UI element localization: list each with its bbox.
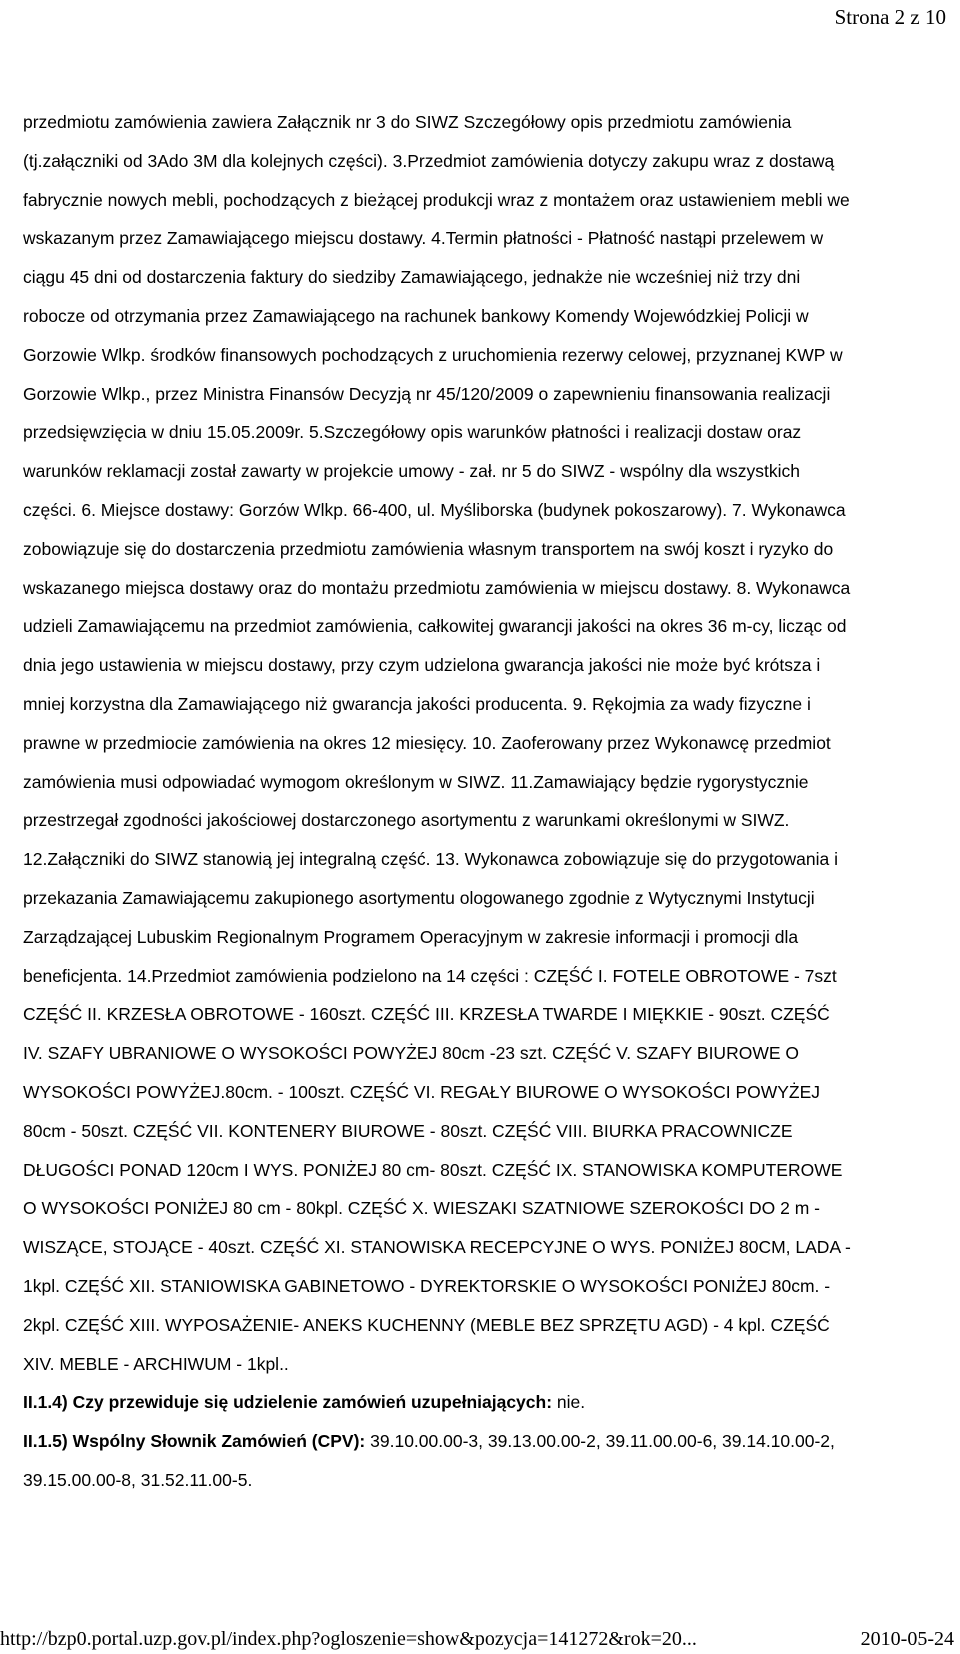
section-value: nie. (552, 1392, 586, 1413)
text-line: części. 6. Miejsce dostawy: Gorzów Wlkp. 66-400, ul. Myśliborska (budynek pokoszarowy). 7. Wykonawca (23, 499, 846, 520)
text-line: 1kpl. CZĘŚĆ XII. STANIOWISKA GABINETOWO - DYREKTORSKIE O WYSOKOŚCI PONIŻEJ 80cm. - (23, 1275, 831, 1296)
footer-date: 2010-05-24 (860, 1628, 954, 1650)
text-line: robocze od otrzymania przez Zamawiającego na rachunek bankowy Komendy Wojewódzkiej Policji w (23, 305, 809, 326)
page-footer (0, 1624, 960, 1654)
text-line: wskazanego miejsca dostawy oraz do montażu przedmiotu zamówienia w miejscu dostawy. 8. Wykonawca (23, 577, 851, 598)
text-line: przedmiotu zamówienia zawiera Załącznik nr 3 do SIWZ Szczegółowy opis przedmiotu zamówienia (23, 112, 792, 132)
section-label: II.1.5) Wspólny Słownik Zamówień (CPV): (23, 1431, 366, 1452)
text-line: wskazanym przez Zamawiającego miejscu dostawy. 4.Termin płatności - Płatność nastąpi przelewem w (23, 228, 824, 249)
text-line: prawne w przedmiocie zamówienia na okres 12 miesięcy. 10. Zaoferowany przez Wykonawcę przedmiot (23, 732, 831, 753)
text-line: warunków reklamacji został zawarty w projekcie umowy - zał. nr 5 do SIWZ - wspólny dla wszystkich (23, 461, 801, 482)
text-line: (tj.załączniki od 3Ado 3M dla kolejnych części). 3.Przedmiot zamówienia dotyczy zakupu wraz z dostawą (23, 150, 835, 171)
section-label: II.1.4) Czy przewiduje się udzielenie zamówień uzupełniających: (23, 1392, 553, 1413)
text-line: WYSOKOŚCI POWYŻEJ.80cm. - 100szt. CZĘŚĆ VI. REGAŁY BIUROWE O WYSOKOŚCI POWYŻEJ (23, 1081, 821, 1102)
text-line: DŁUGOŚCI PONAD 120cm I WYS. PONIŻEJ 80 cm- 80szt. CZĘŚĆ IX. STANOWISKA KOMPUTEROWE (23, 1159, 843, 1180)
text-line: Gorzowie Wlkp. środków finansowych pochodzących z uruchomienia rezerwy celowej, przyznanej KWP w (23, 344, 843, 365)
text-line: WISZĄCE, STOJĄCE - 40szt. CZĘŚĆ XI. STANOWISKA RECEPCYJNE O WYS. PONIŻEJ 80CM, LADA - (23, 1237, 851, 1258)
text-line: udzieli Zamawiającemu na przedmiot zamówienia, całkowitej gwarancji jakości na okres 36 m-cy, licząc od (23, 616, 847, 637)
text-line: beneficjenta. 14.Przedmiot zamówienia podzielono na 14 części : CZĘŚĆ I. FOTELE OBROTOWE - 7szt (23, 965, 837, 986)
text-line: zamówienia musi odpowiadać wymogom określonym w SIWZ. 11.Zamawiający będzie rygorystycznie (23, 771, 809, 792)
text-line: CZĘŚĆ II. KRZESŁA OBROTOWE - 160szt. CZĘŚĆ III. KRZESŁA TWARDE I MIĘKKIE - 90szt. CZĘŚĆ (23, 1004, 830, 1025)
text-line: 12.Załączniki do SIWZ stanowią jej integralną część. 13. Wykonawca zobowiązuje się do przygotowania i (23, 849, 838, 870)
footer-url: http://bzp0.portal.uzp.gov.pl/index.php?ogloszenie=show&pozycja=141272&rok=20... (0, 1628, 697, 1650)
text-line: fabrycznie nowych mebli, pochodzących z bieżącej produkcji wraz z montażem oraz ustawieniem mebli we (23, 189, 850, 210)
text-line: XIV. MEBLE - ARCHIWUM - 1kpl.. (23, 1353, 289, 1374)
text-line: dnia jego ustawienia w miejscu dostawy, przy czym udzielona gwarancja jakości nie może być krótsza i (23, 655, 821, 676)
section-line (23, 1422, 835, 1461)
section-value: 39.10.00.00-3, 39.13.00.00-2, 39.11.00.00-6, 39.14.10.00-2, (365, 1431, 835, 1452)
document-content (23, 103, 941, 1500)
text-line: przekazania Zamawiającemu zakupionego asortymentu ologowanego zgodnie z Wytycznymi Instytucji (23, 887, 815, 908)
text-line: zobowiązuje się do dostarczenia przedmiotu zamówienia własnym transportem na swój koszt i ryzyko do (23, 538, 834, 559)
text-line: 80cm - 50szt. CZĘŚĆ VII. KONTENERY BIUROWE - 80szt. CZĘŚĆ VIII. BIURKA PRACOWNICZE (23, 1120, 793, 1141)
text-line: Zarządzającej Lubuskim Regionalnym Programem Operacyjnym w zakresie informacji i promocji dla (23, 926, 799, 947)
text-line: przedsięwzięcia w dniu 15.05.2009r. 5.Szczegółowy opis warunków płatności i realizacji dostaw oraz (23, 422, 802, 443)
description-paragraph (23, 103, 941, 1383)
section-cpv-codes (23, 1422, 941, 1500)
page-number: Strona 2 z 10 (834, 5, 946, 29)
text-line: O WYSOKOŚCI PONIŻEJ 80 cm - 80kpl. CZĘŚĆ X. WIESZAKI SZATNIOWE SZEROKOŚCI DO 2 m - (23, 1198, 821, 1219)
text-line: ciągu 45 dni od dostarczenia faktury do siedziby Zamawiającego, jednakże nie wcześniej niż trzy dni (23, 267, 801, 288)
text-line: 2kpl. CZĘŚĆ XIII. WYPOSAŻENIE- ANEKS KUCHENNY (MEBLE BEZ SPRZĘTU AGD) - 4 kpl. CZĘŚĆ (23, 1314, 830, 1335)
text-line: Gorzowie Wlkp., przez Ministra Finansów Decyzją nr 45/120/2009 o zapewnieniu finansowania realizacji (23, 383, 831, 404)
text-line: mniej korzystna dla Zamawiającego niż gwarancja jakości producenta. 9. Rękojmia za wady fizyczne i (23, 693, 811, 714)
text-line: IV. SZAFY UBRANIOWE O WYSOKOŚCI POWYŻEJ 80cm -23 szt. CZĘŚĆ V. SZAFY BIUROWE O (23, 1043, 799, 1064)
section-line: 39.15.00.00-8, 31.52.11.00-5. (23, 1469, 253, 1490)
section-supplementary-orders (23, 1383, 941, 1422)
text-line: przestrzegał zgodności jakościowej dostarczonego asortymentu z warunkami określonymi w SIWZ. (23, 810, 790, 831)
